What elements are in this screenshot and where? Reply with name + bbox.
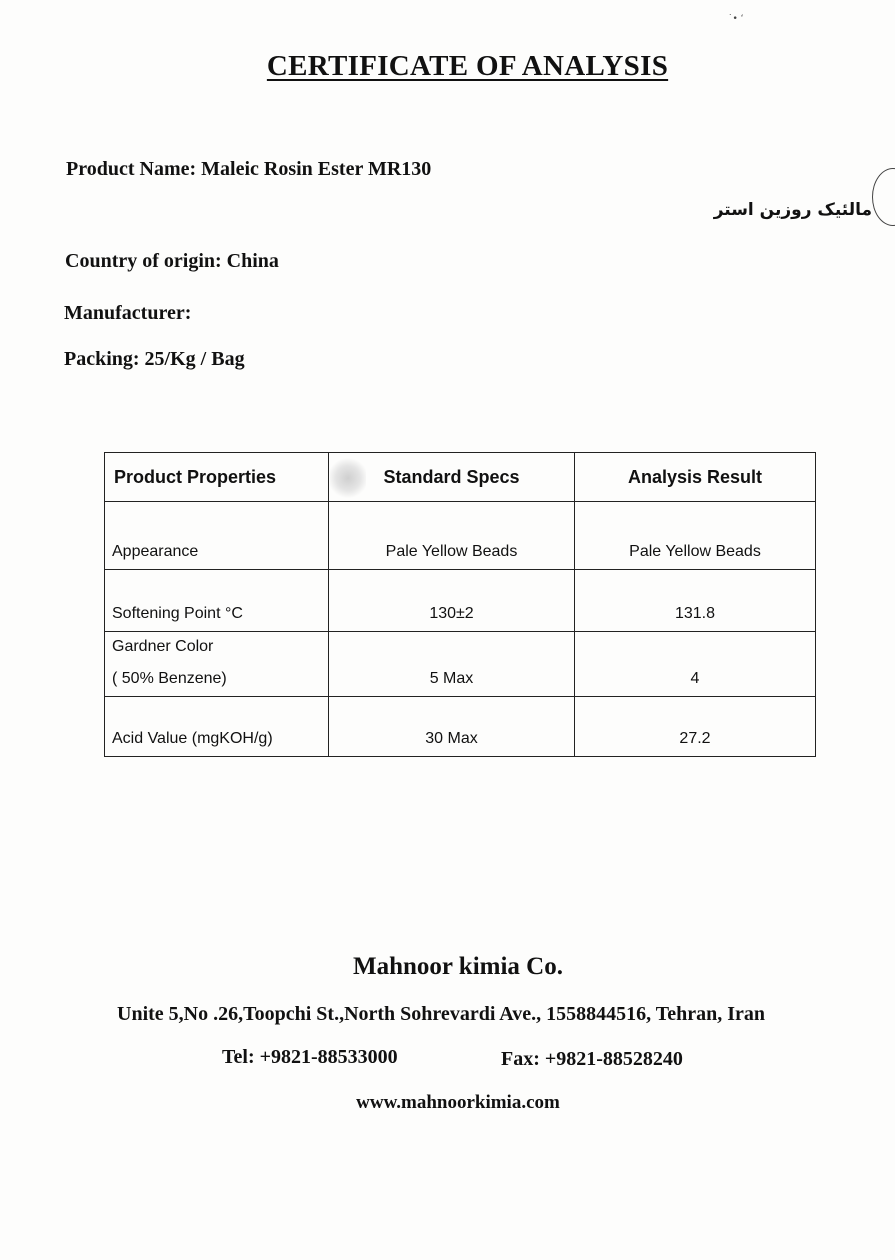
product-name: Product Name: Maleic Rosin Ester MR130 [66,158,432,180]
scan-specks: ˙• ʻ [728,14,744,24]
property-label: Gardner Color [112,638,214,655]
properties-table [104,452,816,757]
fax: Fax: +9821-88528240 [501,1048,683,1070]
table-header-row [105,453,816,502]
company-name: Mahnoor kimia Co. [353,953,563,980]
manufacturer: Manufacturer: [64,302,192,324]
property-cell: Softening Point °C [105,570,329,632]
header-analysis-result: Analysis Result [575,453,816,502]
result-cell: 4 [575,632,816,697]
spec-cell: 130±2 [329,570,575,632]
result-cell: 27.2 [575,697,816,757]
country-of-origin: Country of origin: China [65,250,279,272]
table-row [105,502,816,570]
company-address: Unite 5,No .26,Toopchi St.,North Sohrevardi Ave., 1558844516, Tehran, Iran [117,1003,766,1025]
result-cell: 131.8 [575,570,816,632]
property-cell [105,632,329,697]
table-row [105,632,816,697]
header-standard-specs: Standard Specs [329,453,575,502]
table-row [105,570,816,632]
header-product-properties: Product Properties [105,453,329,502]
spec-cell: 5 Max [329,632,575,697]
page-edge-mark [872,168,895,226]
website: www.mahnoorkimia.com [356,1092,560,1113]
property-cell: Appearance [105,502,329,570]
property-cell: Acid Value (mgKOH/g) [105,697,329,757]
result-cell: Pale Yellow Beads [575,502,816,570]
property-sublabel: ( 50% Benzene) [112,670,227,687]
table-row [105,697,816,757]
telephone: Tel: +9821-88533000 [222,1046,398,1068]
farsi-product-name: مالئیک روزین استر [713,200,872,220]
document-title: CERTIFICATE OF ANALYSIS [266,50,669,82]
spec-cell: 30 Max [329,697,575,757]
spec-cell: Pale Yellow Beads [329,502,575,570]
packing: Packing: 25/Kg / Bag [64,348,245,370]
